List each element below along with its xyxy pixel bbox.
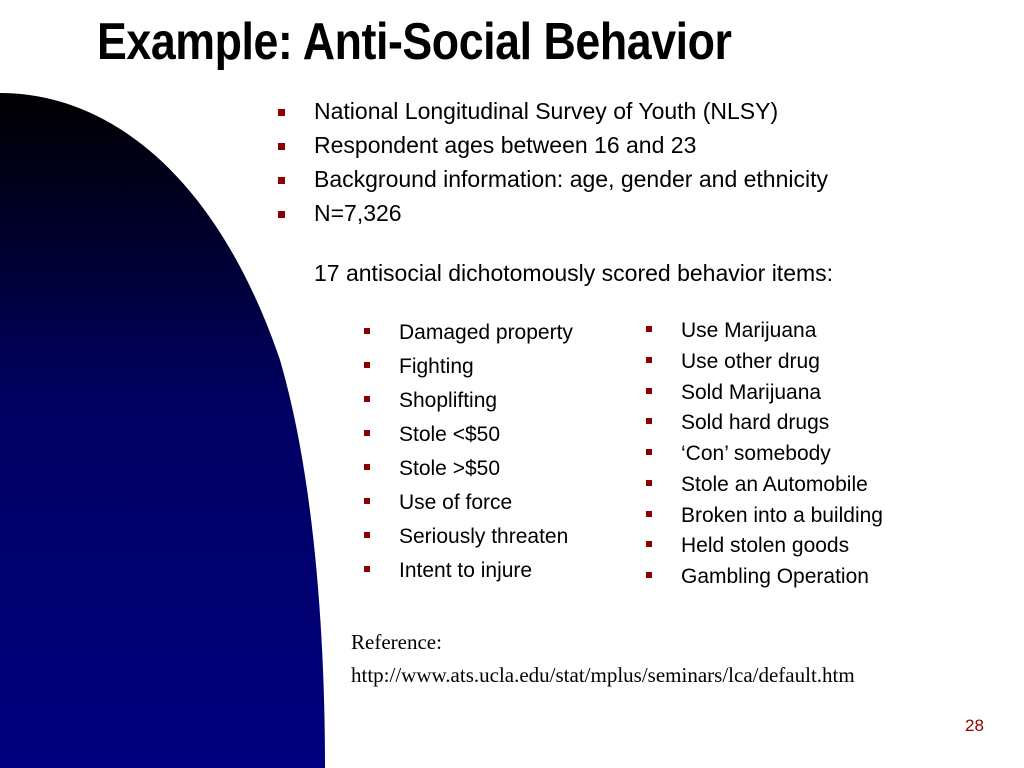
square-bullet-icon	[364, 396, 370, 402]
slide-title: Example: Anti-Social Behavior	[97, 13, 732, 71]
square-bullet-icon	[364, 532, 370, 538]
item-text: Stole <$50	[399, 423, 501, 446]
square-bullet-icon	[646, 572, 652, 578]
list-item	[643, 316, 883, 347]
item-text: Shoplifting	[399, 389, 498, 412]
item-text: Gambling Operation	[681, 565, 869, 588]
square-bullet-icon	[646, 449, 652, 455]
square-bullet-icon	[646, 418, 652, 424]
main-bullet-list	[276, 96, 828, 232]
list-item	[361, 556, 573, 590]
bullet-item	[276, 130, 828, 164]
list-item	[361, 522, 573, 556]
item-text: Held stolen goods	[681, 534, 850, 558]
square-bullet-icon	[364, 430, 370, 436]
item-text: Sold Marijuana	[681, 380, 822, 404]
item-text: Damaged property	[399, 321, 573, 344]
behavior-items-left	[361, 318, 573, 590]
item-text: ‘Con’ somebody	[681, 442, 831, 465]
item-text: Seriously threaten	[399, 525, 569, 548]
reference-block	[351, 626, 855, 692]
square-bullet-icon	[646, 326, 652, 332]
square-bullet-icon	[364, 498, 370, 504]
square-bullet-icon	[646, 388, 652, 394]
square-bullet-icon	[364, 464, 370, 470]
reference-label: Reference:	[351, 630, 442, 654]
item-text: Use of force	[399, 491, 513, 514]
item-text: Sold hard drugs	[681, 411, 830, 435]
list-item	[361, 318, 573, 352]
page-number: 28	[965, 716, 984, 735]
list-item	[643, 408, 883, 439]
list-item	[361, 352, 573, 386]
list-item	[643, 378, 883, 409]
list-item	[643, 439, 883, 470]
item-text: Stole an Automobile	[681, 472, 868, 496]
square-bullet-icon	[278, 143, 285, 150]
bullet-text: N=7,326	[314, 200, 402, 226]
list-item	[643, 531, 883, 562]
bullet-text: Respondent ages between 16 and 23	[314, 132, 697, 158]
list-item	[643, 562, 883, 593]
square-bullet-icon	[278, 211, 285, 218]
item-text: Intent to injure	[399, 559, 533, 582]
square-bullet-icon	[278, 109, 285, 116]
list-item	[361, 386, 573, 420]
square-bullet-icon	[646, 541, 652, 547]
square-bullet-icon	[364, 362, 370, 368]
list-item	[361, 420, 573, 454]
items-subheading: 17 antisocial dichotomously scored behavior items:	[314, 260, 834, 286]
square-bullet-icon	[646, 480, 652, 486]
item-text: Use other drug	[681, 349, 820, 373]
list-item	[643, 501, 883, 532]
behavior-items-right	[643, 316, 883, 593]
item-text: Fighting	[399, 355, 474, 378]
square-bullet-icon	[646, 511, 652, 517]
list-item	[643, 347, 883, 378]
bullet-item	[276, 164, 828, 198]
square-bullet-icon	[364, 328, 370, 334]
square-bullet-icon	[364, 566, 370, 572]
square-bullet-icon	[278, 177, 285, 184]
bullet-text: Background information: age, gender and ethnicity	[314, 166, 828, 192]
item-text: Stole >$50	[399, 457, 501, 480]
bullet-item	[276, 198, 828, 232]
reference-url: http://www.ats.ucla.edu/stat/mplus/seminars/lca/default.htm	[351, 663, 855, 687]
bullet-item	[276, 96, 828, 130]
item-text: Use Marijuana	[681, 319, 817, 342]
list-item	[643, 470, 883, 501]
bullet-text: National Longitudinal Survey of Youth (NLSY)	[314, 98, 779, 124]
list-item	[361, 488, 573, 522]
list-item	[361, 454, 573, 488]
square-bullet-icon	[646, 357, 652, 363]
item-text: Broken into a building	[681, 503, 883, 527]
